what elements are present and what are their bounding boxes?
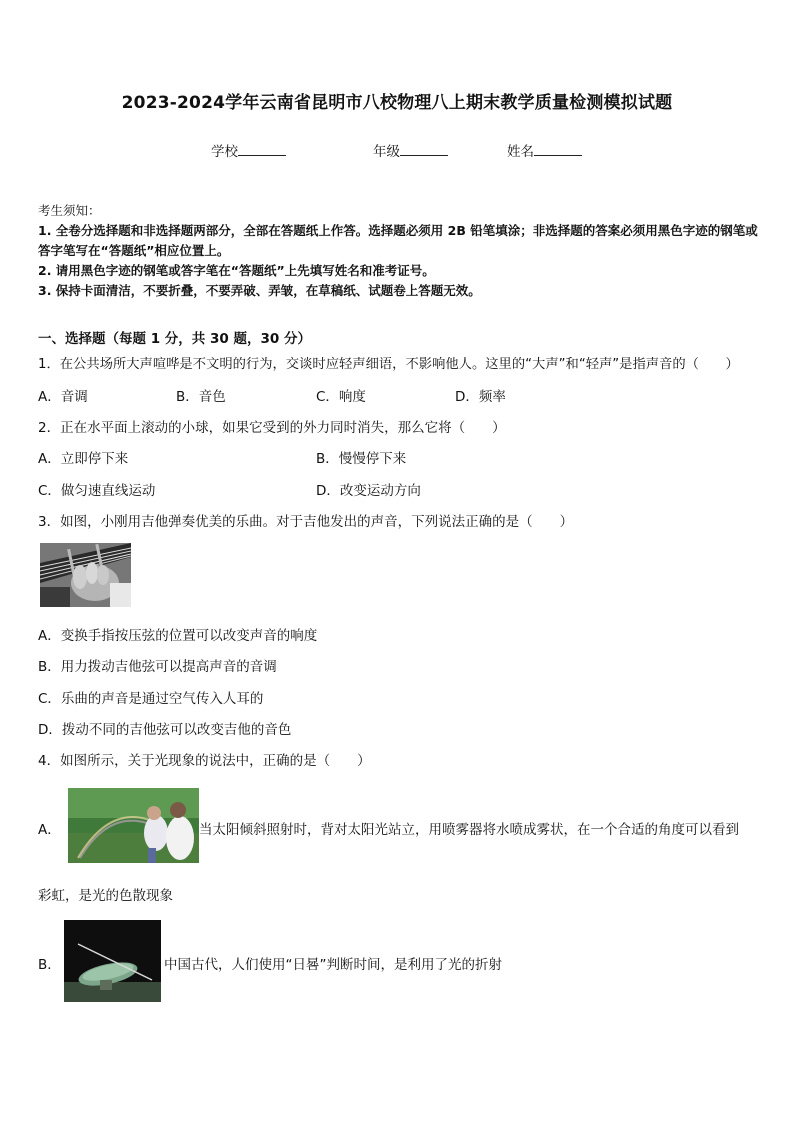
school-label: 学校 bbox=[211, 144, 238, 160]
q1-option-a[interactable]: A．音调 bbox=[38, 389, 88, 405]
q2-stem: 2．正在水平面上滚动的小球，如果它受到的外力同时消失，那么它将（ ） bbox=[38, 420, 506, 436]
section-heading: 一、选择题（每题 1 分，共 30 题，30 分） bbox=[38, 331, 311, 347]
name-field bbox=[507, 140, 582, 160]
notice-item-3: 3. 保持卡面清洁，不要折叠，不要弄破、弄皱，在草稿纸、试题卷上答题无效。 bbox=[38, 283, 481, 298]
q4-option-a-text: 当太阳倾斜照射时，背对太阳光站立，用喷雾器将水喷成雾状，在一个合适的角度可以看到 bbox=[199, 822, 739, 838]
rainbow-spray-image bbox=[68, 788, 199, 863]
q3-option-c[interactable]: C．乐曲的声音是通过空气传入人耳的 bbox=[38, 691, 264, 707]
school-blank[interactable] bbox=[238, 141, 286, 156]
name-label: 姓名 bbox=[507, 144, 534, 160]
notice-item-2: 2. 请用黑色字迹的钢笔或答字笔在“答题纸”上先填写姓名和准考证号。 bbox=[38, 263, 435, 278]
sundial-image bbox=[64, 920, 161, 1002]
q3-option-a[interactable]: A．变换手指按压弦的位置可以改变声音的响度 bbox=[38, 628, 318, 644]
q1-option-c[interactable]: C．响度 bbox=[316, 389, 366, 405]
grade-field bbox=[373, 140, 448, 160]
q1-option-d[interactable]: D．频率 bbox=[455, 389, 506, 405]
exam-title: 2023-2024学年云南省昆明市八校物理八上期末教学质量检测模拟试题 bbox=[121, 93, 673, 113]
q2-option-a[interactable]: A．立即停下来 bbox=[38, 451, 129, 467]
grade-blank[interactable] bbox=[400, 141, 448, 156]
q2-option-b[interactable]: B．慢慢停下来 bbox=[316, 451, 407, 467]
q1-option-b[interactable]: B．音色 bbox=[176, 389, 226, 405]
notice-block bbox=[38, 201, 758, 301]
school-field bbox=[211, 140, 286, 160]
q1-stem: 1．在公共场所大声喧哗是不文明的行为，交谈时应轻声细语，不影响他人。这里的“大声”和“轻声”是指声音的（ ） bbox=[38, 357, 739, 372]
grade-label: 年级 bbox=[373, 144, 400, 160]
q4-option-b-text: 中国古代，人们使用“日晷”判断时间，是利用了光的折射 bbox=[164, 957, 502, 973]
q3-option-d[interactable]: D．拨动不同的吉他弦可以改变吉他的音色 bbox=[38, 722, 292, 738]
q2-option-d[interactable]: D．改变运动方向 bbox=[316, 483, 421, 499]
q4-stem: 4．如图所示，关于光现象的说法中，正确的是（ ） bbox=[38, 753, 371, 769]
guitar-image bbox=[40, 543, 131, 607]
q4-option-a-label[interactable]: A． bbox=[38, 822, 61, 838]
notice-item-1: 1. 全卷分选择题和非选择题两部分，全部在答题纸上作答。选择题必须用 2B 铅笔填涂；非选择题的答案必须用黑色字迹的钢笔或答字笔写在“答题纸”相应位置上。 bbox=[38, 223, 758, 258]
q3-stem: 3．如图，小刚用吉他弹奏优美的乐曲。对于吉他发出的声音，下列说法正确的是（ ） bbox=[38, 514, 574, 530]
q4-option-a-text-cont: 彩虹，是光的色散现象 bbox=[38, 888, 173, 904]
q2-option-c[interactable]: C．做匀速直线运动 bbox=[38, 483, 156, 499]
q3-option-b[interactable]: B．用力拨动吉他弦可以提高声音的音调 bbox=[38, 659, 277, 675]
name-blank[interactable] bbox=[534, 141, 582, 156]
q4-option-b-label[interactable]: B． bbox=[38, 957, 61, 973]
notice-heading: 考生须知： bbox=[38, 203, 101, 218]
